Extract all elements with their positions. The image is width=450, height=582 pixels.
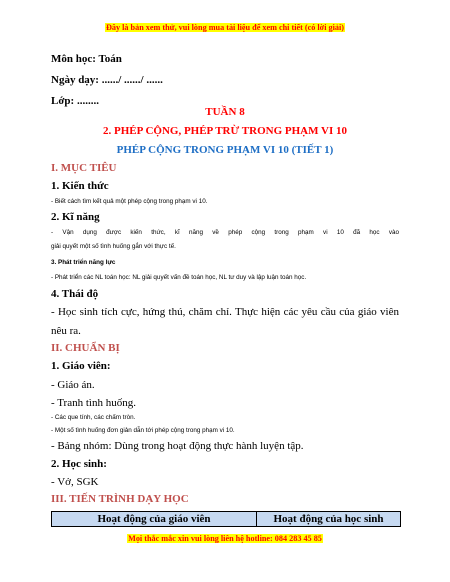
activity-table [51,511,401,527]
heading-skills: 2. Kĩ năng [51,211,100,223]
lesson-title: PHÉP CỘNG TRONG PHẠM VI 10 (TIẾT 1) [116,144,334,156]
competence-item: - Phát triển các NL toán học: NL giải quyết vấn đề toán học, NL tư duy và lập luận toán học. [51,274,307,281]
heading-attitude: 4. Thái độ [51,288,99,300]
preview-banner [0,23,450,32]
knowledge-item: - Biết cách tìm kết quả một phép cộng trong phạm vi 10. [51,198,208,205]
teacher-item-2: - Tranh tình huống. [51,397,136,409]
skills-item-line2: giải quyết một số tình huống gắn với thực tế. [51,243,176,250]
student-item-1: - Vở, SGK [51,476,99,488]
class-line: Lớp: ........ [51,95,99,107]
skills-item-line1: - Vận dụng được kiến thức, kĩ năng về phép cộng trong phạm vi 10 đã học vào [51,229,399,236]
teacher-item-1: - Giáo án. [51,379,95,391]
teacher-item-4: - Một số tình huống đơn giản dẫn tới phép cộng trong phạm vi 10. [51,427,235,434]
heading-student: 2. Học sinh: [51,458,107,470]
heading-knowledge: 1. Kiến thức [51,180,109,192]
teacher-item-5: - Bảng nhóm: Dùng trong hoạt động thực hành luyện tập. [51,440,304,452]
column-header-student: Hoạt động của học sinh [257,512,401,527]
hotline-banner [0,534,450,543]
activity-table-header-row [52,512,401,527]
column-header-teacher: Hoạt động của giáo viên [52,512,257,527]
chapter-title: 2. PHÉP CỘNG, PHÉP TRỪ TRONG PHẠM VI 10 [102,125,348,137]
subject-line: Môn học: Toán [51,53,122,65]
week-title: TUẦN 8 [205,106,245,118]
heading-competence: 3. Phát triển năng lực [51,259,116,266]
date-line: Ngày dạy: ....../ ....../ ...... [51,74,163,86]
preview-banner-text: Đây là bản xem thử, vui lòng mua tài liệu để xem chi tiết (có lời giải) [105,23,344,32]
attitude-item-line1: - Học sinh tích cực, hứng thú, chăm chỉ. Thực hiện các yêu cầu của giáo viên [51,306,399,318]
attitude-item-line2: nêu ra. [51,325,81,337]
section-process: III. TIẾN TRÌNH DẠY HỌC [51,493,189,505]
teacher-item-3: - Các que tính, các chấm tròn. [51,414,136,421]
hotline-banner-text: Mọi thắc mắc xin vui lòng liên hệ hotline: 084 283 45 85 [128,534,322,543]
section-prepare: II. CHUẨN BỊ [51,342,120,354]
heading-teacher: 1. Giáo viên: [51,360,111,372]
section-objectives: I. MỤC TIÊU [51,162,117,174]
